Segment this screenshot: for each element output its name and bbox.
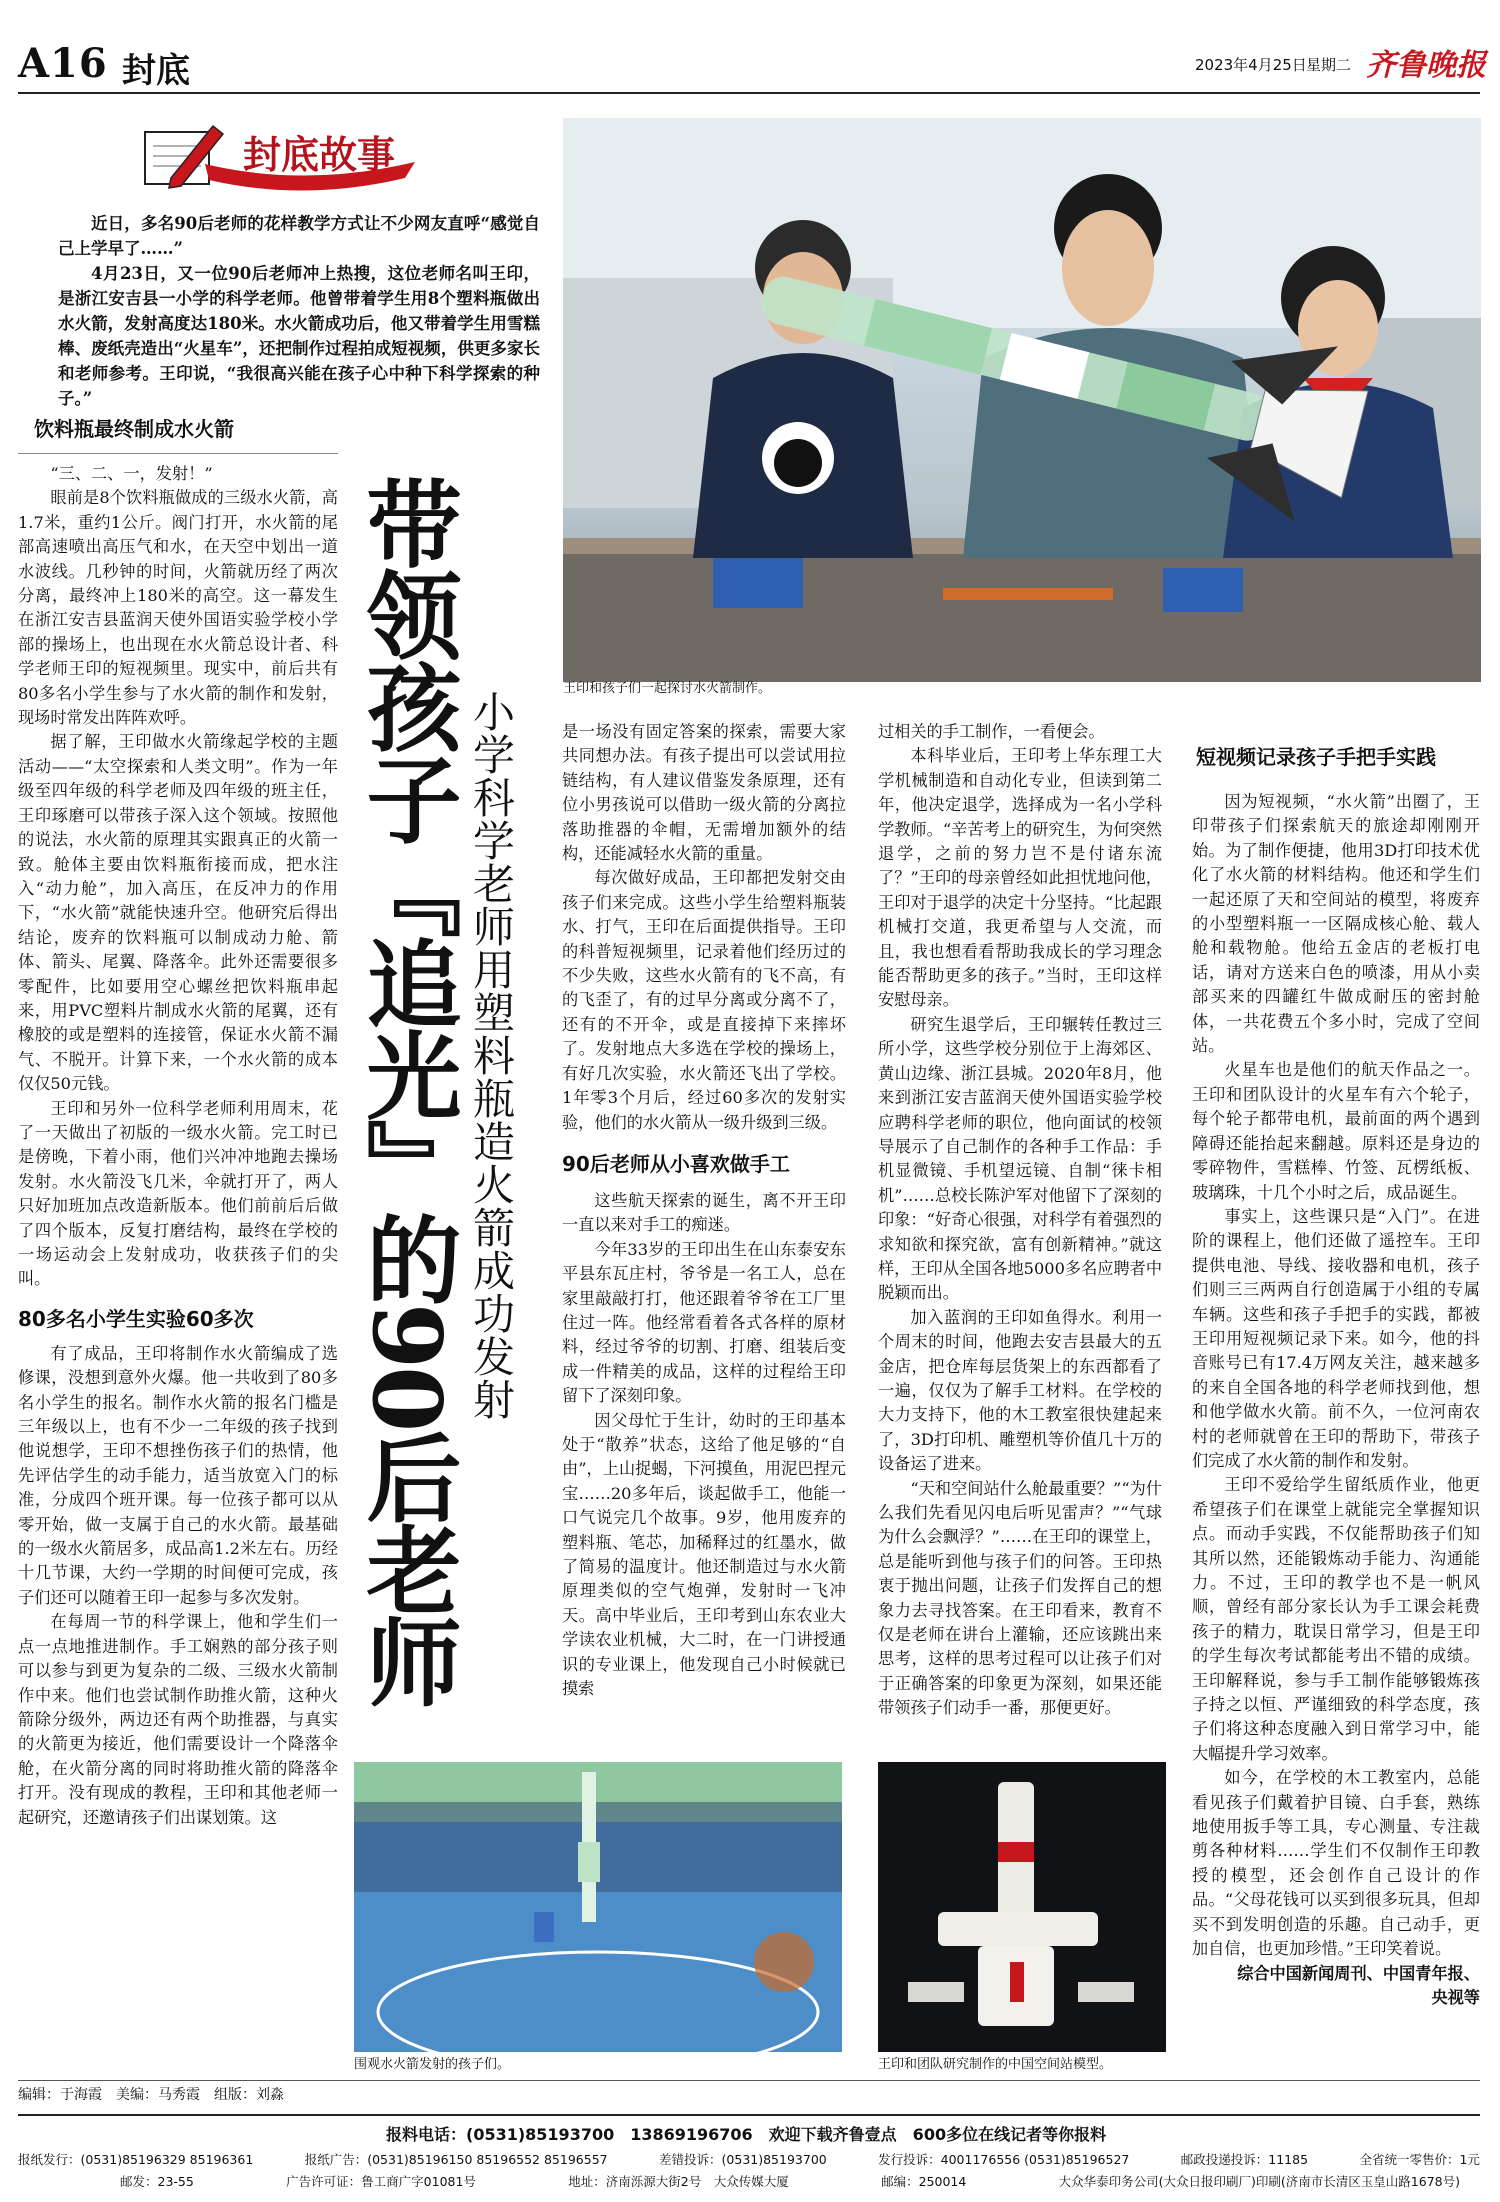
issue-weekday: 星期二 <box>1306 56 1352 74</box>
column-1-text <box>18 462 338 1830</box>
source-credit: 综合中国新闻周刊、中国青年报、央视等 <box>1237 1963 1480 2007</box>
body-paragraph: 有了成品，王印将制作水火箭编成了选修课，没想到意外火爆。他一共收到了80多名小学生的报名。制作水火箭的报名门槛是三年级以上，也有不少一二年级的孩子找到他说想学，王印不想挫伤孩子们的热情，他先评估学生的动手能力，适当放宽入门的标准，分成四个班开课。每一位孩子都可以从零开始，做一支属于自己的水火箭。最基础的一级水火箭居多，成品高1.2米左右。历经十几节课，大约一学期的时间便可完成，孩子们还可以随着王印一起参与多次发射。 <box>18 1343 338 1607</box>
subheading-1-rule <box>18 453 338 454</box>
body-paragraph: 本科毕业后，王印考上华东理工大学机械制造和自动化专业，但读到第二年，他决定退学，选择成为一名小学科学教师。“辛苦考上的研究生，为何突然退学，之前的努力岂不是付诸东流了？”王印的母亲曾经如此担忧地问他，王印对于退学的决定十分坚持。“比起跟机械打交道，我更希望与人交流，而且，我也想看看帮助我成长的学习理念能否帮助更多的孩子。”当时，王印这样安慰母亲。 <box>878 746 1162 1010</box>
footer-item: 邮编：250014 <box>881 2174 967 2189</box>
issue-date: 2023年4月25日 <box>1195 56 1307 74</box>
editors-line: 编辑：于海霞 美编：马秀霞 组版：刘淼 <box>18 2087 284 2103</box>
newspaper-logo: 齐鲁晚报 <box>1366 48 1486 83</box>
column-logo <box>135 118 425 198</box>
body-paragraph: 这些航天探索的诞生，离不开王印一直以来对手工的痴迷。 <box>562 1190 846 1235</box>
footer-item: 广告许可证：鲁工商广字01081号 <box>286 2174 476 2189</box>
body-paragraph: 在每周一节的科学课上，他和学生们一点一点地推进制作。手工娴熟的部分孩子则可以参与到更为复杂的二级、三级水火箭制作中来。他们也尝试制作助推火箭，这种火箭除分级外，两边还有两个助推器，与真实的火箭更为接近，他们需要设计一个降落伞舱，在火箭分离的同时将助推火箭的降落伞打开。没有现成的教程，王印和其他老师一起研究，还邀请孩子们出谋划策。这 <box>18 1612 338 1827</box>
footer-info-line-2 <box>120 2172 1460 2190</box>
column-logo-text: 封底故事 <box>243 132 396 177</box>
main-photo-caption: 王印和孩子们一起探讨水火箭制作。 <box>563 681 772 696</box>
body-paragraph: “三、二、一，发射！” <box>50 464 213 483</box>
footer-item: 报纸发行：(0531)85196329 85196361 <box>18 2152 254 2167</box>
body-paragraph: 因父母忙于生计，幼时的王印基本处于“散养”状态，这给了他足够的“自由”，上山捉蝎，下河摸鱼，用泥巴捏元宝……20多年后，谈起做手工，他能一口气说完几个故事。9岁，他用废弃的塑料瓶、笔芯，加稀释过的红墨水，做了简易的温度计。他还制造过与水火箭原理类似的空气炮弹，发射时一飞冲天。高中毕业后，王印考到山东农业大学读农业机械，大二时，在一门讲授通识的专业课上，他发现自己小时候就已摸索 <box>562 1410 846 1699</box>
body-paragraph: 是一场没有固定答案的探索，需要大家共同想办法。有孩子提出可以尝试用拉链结构，有人建议借鉴发条原理，还有位小男孩说可以借助一级火箭的分离拉落助推器的伞帽，无需增加额外的结构，还能减轻水火箭的重量。 <box>562 722 846 864</box>
footer-item: 全省统一零售价：1元 <box>1359 2152 1480 2167</box>
footer-item: 差错投诉：(0531)85193700 <box>659 2152 827 2167</box>
footer-rule <box>18 2114 1480 2116</box>
footer-item: 邮政投递投诉：11185 <box>1180 2152 1309 2167</box>
headline-deck: 小学科学老师用塑料瓶造火箭成功发射 <box>467 690 516 1421</box>
editors-rule <box>18 2080 1480 2081</box>
headline-main: 带领孩子『追光』的90后老师 <box>351 475 462 1706</box>
body-paragraph: 王印和另外一位科学老师利用周末，花了一天做出了初版的一级水火箭。完工时已是傍晚，下着小雨，他们兴冲冲地跑去操场发射。水火箭没飞几米，伞就打开了，两人只好加班加点改造新版本。他们前前后后做了四个版本，反复打磨结构，最终在学校的一场运动会上发射成功，收获孩子们的尖叫。 <box>18 1098 338 1289</box>
column-5-text <box>1192 790 1480 2010</box>
body-paragraph: 王印不爱给学生留纸质作业，他更希望孩子们在课堂上就能完全掌握知识点。而动手实践，不仅能帮助孩子们知其所以然，还能锻炼动手能力、沟通能力。不过，王印的教学也不是一帆风顺，曾经有部分家长认为手工课会耗费孩子的精力，耽误日常学习，但是王印的学生每次考试都能考出不错的成绩。王印解释说，参与手工制作能够锻炼孩子持之以恒、严谨细致的科学态度，孩子们将这种态度融入到日常学习中，能大幅提升学习效率。 <box>1192 1475 1480 1763</box>
body-paragraph: 研究生退学后，王印辗转任教过三所小学，这些学校分别位于上海郊区、黄山边缘、浙江县城。2020年8月，他来到浙江安吉蓝润天使外国语实验学校应聘科学老师的职位，他向面试的校领导展示了自己制作的各种手工作品：手机显微镜、手机望远镜、自制“徕卡相机”……总校长陈沪军对他留下了深刻的印象：“好奇心很强，对科学有着强烈的求知欲和探究欲，富有创新精神。”就这样，王印从全国各地5000多名应聘者中脱颖而出。 <box>878 1014 1163 1303</box>
launch-scene-illustration <box>354 1762 842 2052</box>
footer-item: 报纸广告：(0531)85196150 85196552 85196557 <box>304 2152 608 2167</box>
lead-paragraph: 近日，多名90后老师的花样教学方式让不少网友直呼“感觉自己上学早了……” <box>58 214 540 258</box>
body-paragraph: 每次做好成品，王印都把发射交由孩子们来完成。这些小学生给塑料瓶装水、打气，王印在后面提供指导。王印的科普短视频里，记录着他们经历过的不少失败，这些水火箭有的飞不高，有的飞歪了，有的过早分离或分离不了，还有的不开伞，或是直接掉下来摔坏了。发射地点大多选在学校的操场上，有好几次实验，水火箭还飞出了学校。1年零3个月后，经过60多次的发射实验，他们的水火箭从一级升级到三级。 <box>562 868 846 1132</box>
main-photo <box>563 118 1481 682</box>
footer-info-line-1 <box>18 2150 1480 2168</box>
footer-item: 地址：济南泺源大街2号 大众传媒大厦 <box>568 2174 789 2189</box>
subheading-1: 饮料瓶最终制成水火箭 <box>34 417 234 441</box>
body-paragraph: 眼前是8个饮料瓶做成的三级水火箭，高1.7米，重约1公斤。阀门打开，水火箭的尾部高速喷出高压气和水，在天空中划出一道水波线。几秒钟的时间，火箭就历经了两次分离，最终冲上180米的高空。这一幕发生在浙江安吉县蓝润天使外国语实验学校小学部的操场上，也出现在水火箭总设计者、科学老师王印的短视频里。现实中，前后共有80多名小学生参与了水火箭的制作和发射，现场时常发出阵阵欢呼。 <box>18 488 338 728</box>
launch-photo-caption: 围观水火箭发射的孩子们。 <box>354 2057 511 2072</box>
subheading-2: 80多名小学生实验60多次 <box>18 1306 254 1331</box>
body-paragraph: 今年33岁的王印出生在山东泰安东平县东瓦庄村，爷爷是一名工人，总在家里敲敲打打，他还跟着爷爷在工厂里住过一阵。他经常看着各式各样的原材料，经过爷爷的切割、打磨、组装后变成一件精美的成品，这样的过程给王印留下了深刻印象。 <box>562 1239 846 1406</box>
space-station-model-illustration <box>878 1762 1166 2052</box>
body-paragraph: “天和空间站什么舱最重要？”“为什么我们先看见闪电后听见雷声？”“气球为什么会飘浮？”……在王印的课堂上，总是能听到他与孩子们的问答。王印热衷于抛出问题，让孩子们发挥自己的想象力去寻找答案。在王印看来，教育不仅是老师在讲台上灌输，还应该跳出来思考，这样的思考过程可以让孩子们对于正确答案的印象更为深刻，如果还能带领孩子们动手一番，那便更好。 <box>878 1478 1162 1718</box>
lead-paragraph: 4月23日，又一位90后老师冲上热搜，这位老师名叫王印，是浙江安吉县一小学的科学老师。他曾带着学生用8个塑料瓶做出水火箭，发射高度达180米。水火箭成功后，他又带着学生用雪糕棒、废纸壳造出“火星车”，还把制作过程拍成短视频，供更多家长和老师参考。王印说，“我很高兴能在孩子心中种下科学探索的种子。” <box>58 264 540 408</box>
body-paragraph: 如今，在学校的木工教室内，总能看见孩子们戴着护目镜、白手套，熟练地使用扳手等工具，专心测量、专注裁剪各种材料……学生们不仅制作王印教授的模型，还会创作自己设计的作品。“父母花钱可以买到很多玩具，但却买不到发明创造的乐趣。自己动手，更加自信，也更加珍惜。”王印笑着说。 <box>1192 1768 1480 1959</box>
column-4-text <box>878 720 1162 1721</box>
body-paragraph: 过相关的手工制作，一看便会。 <box>878 722 1105 741</box>
footer-item: 发行投诉：4001176556 (0531)85196527 <box>878 2152 1130 2167</box>
body-paragraph: 因为短视频，“水火箭”出圈了，王印带孩子们探索航天的旅途却刚刚开始。为了制作便捷，他用3D打印技术优化了水火箭的材料结构。他还和学生们一起还原了天和空间站的模型，将废弃的小型塑料瓶一一区隔成核心舱、载人舱和载物舱。他给五金店的老板打电话，请对方送来白色的喷漆，用从小卖部买来的四罐红牛做成耐压的密封舱体，一共花费五个多小时，完成了空间站。 <box>1192 792 1480 1056</box>
subheading-3: 90后老师从小喜欢做手工 <box>562 1151 790 1176</box>
launch-photo <box>354 1762 842 2052</box>
space-station-photo <box>878 1762 1166 2052</box>
column-3-text <box>562 720 846 1701</box>
subheading-4: 短视频记录孩子手把手实践 <box>1196 745 1436 769</box>
header-rule <box>18 92 1480 94</box>
body-paragraph: 火星车也是他们的航天作品之一。王印和团队设计的火星车有六个轮子，每个轮子都带电机，最前面的两个遇到障碍还能抬起来翻越。原料还是身边的零碎物件，雪糕棒、竹签、瓦楞纸板、玻璃珠，十几个小时之后，成品诞生。 <box>1192 1060 1480 1202</box>
footer-item: 大众华泰印务公司(大众日报印刷厂)印刷(济南市长清区玉皇山路1678号) <box>1058 2174 1460 2189</box>
section-name: 封底 <box>122 51 190 91</box>
classroom-scene-illustration <box>563 118 1481 682</box>
lead-paragraphs <box>58 211 540 411</box>
footer-item: 邮发：23-55 <box>120 2174 194 2189</box>
body-paragraph: 事实上，这些课只是“入门”。在进阶的课程上，他们还做了遥控车。王印提供电池、导线、接收器和电机，孩子们则三三两两自行创造属于小组的专属车辆。这些和孩子手把手的实践，都被王印用短视频记录下来。如今，他的抖音账号已有17.4万网友关注，越来越多的来自全国各地的科学老师找到他，想和他学做水火箭。前不久，一位河南农村的老师就曾在王印的帮助下，带孩子们完成了水火箭的制作和发射。 <box>1192 1206 1480 1470</box>
page-number: A16 <box>18 40 108 87</box>
body-paragraph: 加入蓝润的王印如鱼得水。利用一个周末的时间，他跑去安吉县最大的五金店，把仓库每层货架上的东西都看了一遍，仅仅为了解手工材料。在学校的大力支持下，他的木工教室很快建起来了，3D打印机、雕塑机等价值几十万的设备运了进来。 <box>878 1307 1162 1474</box>
body-paragraph: 据了解，王印做水火箭缘起学校的主题活动——“太空探索和人类文明”。作为一年级至四年级的科学老师及四年级的班主任，王印琢磨可以带孩子深入这个领域。按照他的说法，水火箭的原理其实跟真正的火箭一致。舱体主要由饮料瓶衔接而成，把水注入“动力舱”，加入高压，在反冲力的作用下，“水火箭”就能快速升空。他研究后得出结论，废弃的饮料瓶可以制成动力舱、箭体、箭头、尾翼、降落伞。此外还需要很多零配件，比如要用空心螺丝把饮料瓶串起来，用PVC塑料片制成水火箭的尾翼，还有橡胶的或是塑料的连接管，保证水火箭不漏气、不脱开。计算下来，一个水火箭的成本仅仅50元钱。 <box>18 732 338 1094</box>
space-station-photo-caption: 王印和团队研究制作的中国空间站模型。 <box>878 2057 1113 2072</box>
hotline: 报料电话：(0531)85193700 13869196706 欢迎下载齐鲁壹点 600多位在线记者等你报料 <box>386 2125 1107 2144</box>
